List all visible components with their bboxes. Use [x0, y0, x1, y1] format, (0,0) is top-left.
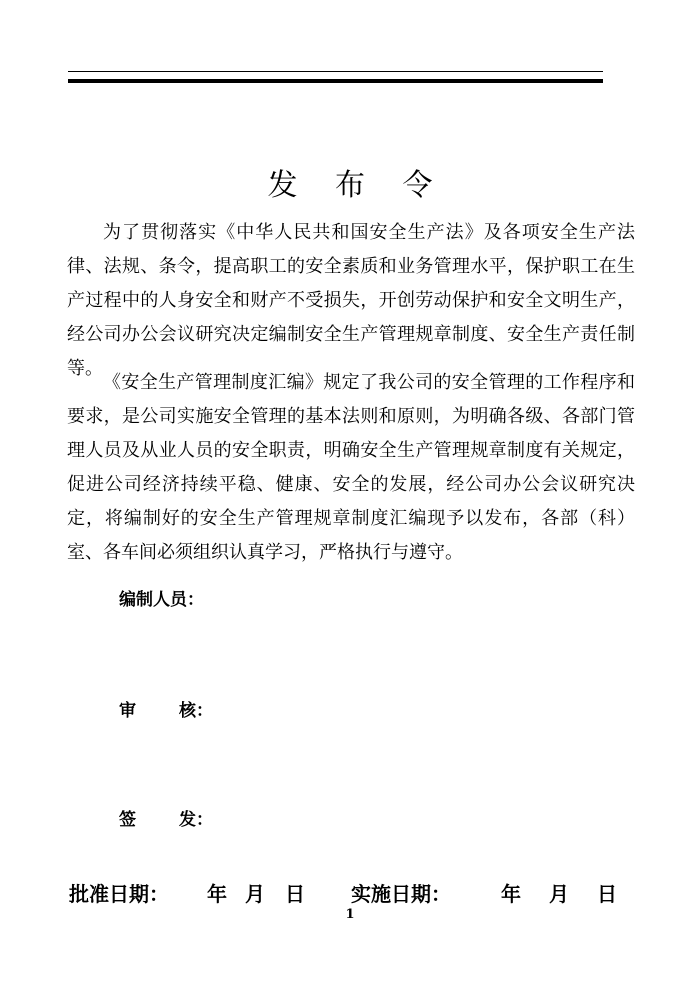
issue-label-b: 发： [179, 810, 213, 830]
approval-day: 日 [285, 882, 305, 906]
review-label-a: 审 [119, 701, 136, 721]
header-rule-thick [68, 79, 603, 83]
review-label [119, 696, 213, 726]
issue-label [119, 805, 213, 835]
compiler-label: 编制人员： [119, 590, 204, 610]
approval-date-label: 批准日期： [69, 882, 169, 906]
implement-month: 月 [549, 882, 569, 906]
implement-day: 日 [597, 882, 617, 906]
paragraph-1: 为了贯彻落实《中华人民共和国安全生产法》及各项安全生产法律、法规、条令，提高职工的安全素质和业务管理水平，保护职工在生产过程中的人身安全和财产不受损失，开创劳动保护和安全文明生产，经公司办公会议研究决定编制安全生产管理规章制度、安全生产责任制等。 [67, 222, 635, 379]
implement-year: 年 [501, 882, 521, 906]
issue-label-a: 签 [119, 810, 136, 830]
header-rule-thin [68, 71, 603, 72]
implement-date-label: 实施日期： [351, 882, 451, 906]
document-title: 发 布 令 [267, 168, 447, 203]
page-number: 1 [345, 907, 355, 922]
paragraph-2: 《安全生产管理制度汇编》规定了我公司的安全管理的工作程序和要求，是公司实施安全管理的基本法则和原则，为明确各级、各部门管理人员及从业人员的安全职责，明确安全生产管理规章制度有关规定，促进公司经济持续平稳、健康、安全的发展，经公司办公会议研究决定，将编制好的安全生产管理规章制度汇编现予以发布，各部（科）室、各车间必须组织认真学习，严格执行与遵守。 [67, 372, 635, 563]
approval-year: 年 [207, 882, 227, 906]
review-label-b: 核： [179, 701, 213, 721]
approval-month: 月 [245, 882, 265, 906]
